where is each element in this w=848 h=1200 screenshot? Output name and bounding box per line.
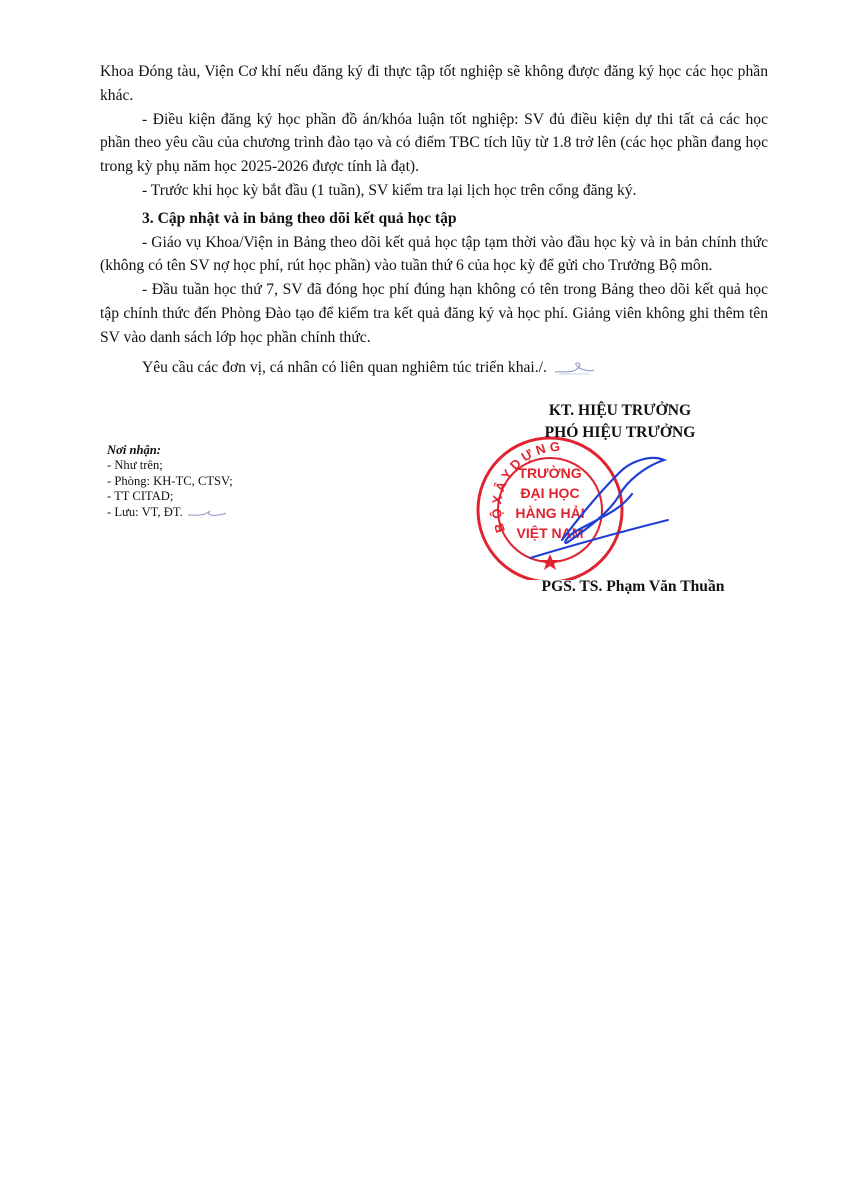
- recipients-title: Nơi nhận:: [107, 443, 162, 457]
- signer-name: PGS. TS. Phạm Văn Thuần: [541, 578, 725, 595]
- paragraph-schedule-check: - Trước khi học kỳ bắt đầu (1 tuần), SV kiểm tra lại lịch học trên cổng đăng ký.: [142, 181, 637, 199]
- paragraph-print-results: - Giáo vụ Khoa/Viện in Bảng theo dõi kết quả học tập tạm thời vào đầu học kỳ và in bản chính thức (không có tên SV nợ học phí, rút học phần) vào tuần thứ 6 của học kỳ để gửi cho Trưởng Bộ môn.: [100, 233, 768, 275]
- svg-text:ĐẠI HỌC: ĐẠI HỌC: [520, 485, 580, 501]
- paragraph-week7: - Đầu tuần học thứ 7, SV đã đóng học phí đúng hạn không có tên trong Bảng theo dõi kết quả học tập chính thức đến Phòng Đào tạo để kiểm tra kết quả đăng ký và học phí. Giảng viên không ghi thêm tên SV vào danh sách lớp học phần chính thức.: [100, 281, 768, 346]
- signature-title-line1: KT. HIỆU TRƯỞNG: [548, 402, 692, 419]
- svg-text:B Ộ X Â Y D Ự N G: B Ộ X Â Y D Ự N G: [488, 438, 561, 535]
- initial-mark-icon: [553, 359, 595, 377]
- section-heading-3: 3. Cập nhật và in bảng theo dõi kết quả học tập: [142, 209, 457, 227]
- svg-text:VIỆT NAM: VIỆT NAM: [516, 525, 584, 541]
- closing-text: Yêu cầu các đơn vị, cá nhân có liên quan nghiêm túc triển khai./.: [142, 358, 547, 376]
- signature-block: [470, 400, 770, 444]
- svg-text:HÀNG HẢI: HÀNG HẢI: [515, 505, 585, 521]
- recipient-item-text: - Lưu: VT, ĐT.: [107, 504, 183, 519]
- signature-title-line2: PHÓ HIỆU TRƯỞNG: [544, 424, 696, 441]
- recipients-block: [107, 443, 233, 520]
- svg-text:TRƯỜNG: TRƯỜNG: [518, 465, 582, 481]
- paragraph-thesis-condition: - Điều kiện đăng ký học phần đồ án/khóa luận tốt nghiệp: SV đủ điều kiện dự thi tất cả các học phần theo yêu cầu của chương trình đào tạo và có điểm TBC tích lũy từ 1.8 trở lên (các học phần đang học trong kỳ phụ năm học 2025-2026 được tính là đạt).: [100, 110, 768, 176]
- initial-mark-icon: [187, 507, 227, 519]
- document-body: [100, 60, 768, 379]
- paragraph-continuation: Khoa Đóng tàu, Viện Cơ khí nếu đăng ký đi thực tập tốt nghiệp sẽ không được đăng ký học các học phần khác.: [100, 63, 768, 104]
- closing-sentence: [100, 356, 768, 380]
- recipient-item: - Như trên;: [107, 458, 163, 473]
- recipient-item: [107, 505, 233, 520]
- recipient-item: - TT CITAD;: [107, 489, 174, 504]
- recipient-item: - Phòng: KH-TC, CTSV;: [107, 473, 233, 488]
- official-stamp-seal: [470, 420, 670, 580]
